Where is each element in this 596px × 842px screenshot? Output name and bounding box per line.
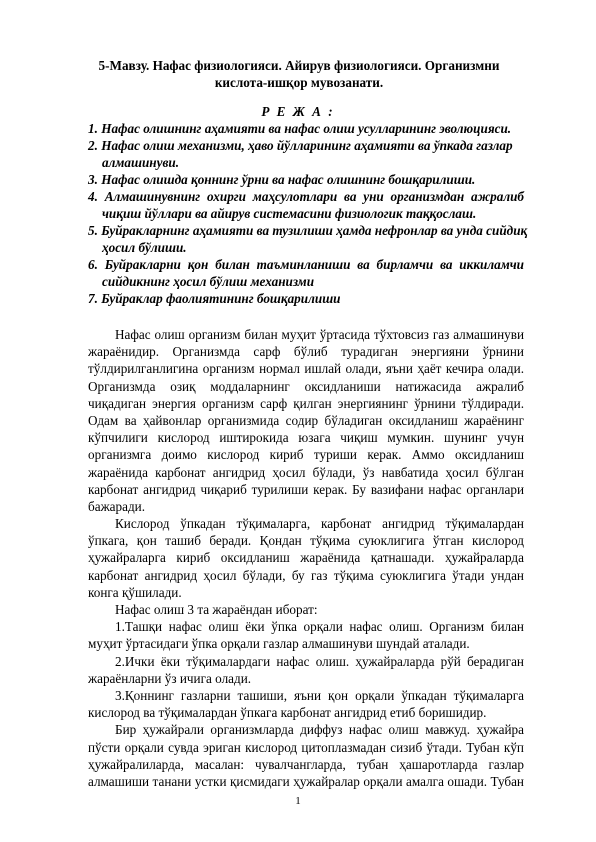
plan-item-line: 4. Алмашинувнинг охирги маҳсулотлари ва уни организмдан ажралиб <box>88 189 524 204</box>
paragraph-line: тўлдирилганлигина организм нормал ишлай олади, яъни ҳаёт кечира олади. <box>88 361 524 377</box>
paragraph-line: чиқадиган энергия организм сарф қилган энергиянинг ўрнини тўлдиради. <box>88 395 524 411</box>
plan-item <box>88 290 524 307</box>
plan-item-line: 7. Буйраклар фаолиятининг бошқарилиши <box>88 291 341 306</box>
plan-item <box>88 188 524 222</box>
paragraph-line: алмашиши танани устки қисмидаги ҳужайралар орқали амалга ошади. Тубан <box>88 773 524 789</box>
paragraph-line: жараёнларни ўз ичига олади. <box>88 670 252 686</box>
plan-item-line: чиқиш йўллари ва айирув системасини физиологик таққослаш. <box>102 206 477 221</box>
paragraph-line: кислород ва тўқималардан ўпкага карбонат ангидрид етиб боришидир. <box>88 705 487 721</box>
plan-item-line: 6. Буйракларни қон билан таъминланиши ва бирламчи ва иккиламчи <box>88 257 524 272</box>
paragraph-line: муҳит ўртасидаги ўпка орқали газлар алмашинуви шундай аталади. <box>88 636 470 652</box>
paragraph-line: бажаради. <box>88 498 146 514</box>
plan-heading: Р Е Ж А : <box>261 104 335 119</box>
title-line-1: 5-Мавзу. Нафас физиологияси. Айирув физиологияси. Организмни <box>98 58 500 73</box>
paragraph-line: организмга доимо кислород кириб туриши керак. Аммо оксидланиш <box>88 447 524 463</box>
page-title <box>84 57 514 91</box>
paragraph-line: кўпчилиги кислород иштирокида юзага чиқиш мумкин. шунинг учун <box>88 430 524 446</box>
paragraph-line: карбонат ангидрид ҳосил бўлади, бу газ тўқима суюклигига ўтади ундан <box>88 567 524 583</box>
plan-item-line: 3. Нафас олишда қоннинг ўрни ва нафас олишнинг бошқарилиши. <box>88 172 476 187</box>
paragraph-line: пўсти орқали сувда эриган кислород цитоплазмадан сизиб ўтади. Тубан кўп <box>88 739 524 755</box>
paragraph-line: жараёнидир. Организмда сарф бўлиб турадиган энергияни ўрнини <box>88 344 524 360</box>
plan-item-line: 5. Буйракларнинг аҳамияти ва тузилиши ҳамда нефронлар ва унда сийдиқ <box>88 223 528 238</box>
paragraph-line: Организмда озиқ моддаларнинг оксидланиши натижасида ажралиб <box>88 378 524 394</box>
paragraph-line: Кислород ўпкадан тўқималарга, карбонат ангидрид тўқималардан <box>115 516 524 532</box>
plan-item-line: 2. Нафас олиш механизми, ҳаво йўлларининг аҳамияти ва ўпкада газлар <box>88 138 513 153</box>
plan-item-line: сийдикнинг ҳосил бўлиш механизми <box>102 274 315 289</box>
plan-item <box>88 120 524 137</box>
plan-list <box>88 120 528 307</box>
paragraph-line: Бир ҳужайрали организмларда диффуз нафас олиш мавжуд. ҳужайра <box>115 722 524 738</box>
page-number: 1 <box>295 795 301 807</box>
paragraph-line: 3.Қоннинг газларни ташиши, яъни қон орқали ўпкадан тўқималарга <box>115 687 524 703</box>
paragraph-line: конга қўшилади. <box>88 584 182 600</box>
paragraph-line: Одам ва ҳайвонлар организмида содир бўладиган оксидланиш жараёнинг <box>88 412 524 428</box>
plan-item <box>88 137 524 171</box>
plan-item-line: ҳосил бўлиши. <box>102 240 187 255</box>
paragraph-line: карбонат ангидрид чиқариб турилиши керак. Бу вазифани нафас органлари <box>88 481 524 497</box>
plan-item <box>88 171 524 188</box>
plan-item-line: 1. Нафас олишнинг аҳамияти ва нафас олиш усулларининг эволюцияси. <box>88 121 512 136</box>
plan-item <box>88 222 528 256</box>
paragraph-line: Нафас олиш 3 та жараёндан иборат: <box>115 602 318 617</box>
title-line-2: кислота-ишқор мувозанати. <box>214 75 384 90</box>
paragraph-line: 2.Ички ёки тўқималардаги нафас олиш. ҳужайраларда рўй берадиган <box>115 653 524 669</box>
body-text <box>88 326 524 790</box>
paragraph-line: 1.Ташқи нафас олиш ёки ўпка орқали нафас олиш. Организм билан <box>115 619 524 635</box>
paragraph-line: жараёнида карбонат ангидрид ҳосил бўлади, ўз навбатида ҳосил бўлган <box>88 464 524 480</box>
paragraph-line: ҳужайралиларда, масалан: чувалчангларда, тубан ҳашаротларда газлар <box>88 756 524 772</box>
paragraph-line: ҳужайраларга кириб оксидланиш жараёнида қатнашади. ҳужайраларда <box>88 550 524 566</box>
paragraph-line: Нафас олиш организм билан муҳит ўртасида тўхтовсиз газ алмашинуви <box>115 327 524 342</box>
paragraph-line: ўпкага, қон ташиб беради. Қондан тўқима суюклигига ўтган кислород <box>88 533 524 549</box>
plan-item <box>88 256 524 290</box>
plan-item-line: алмашинуви. <box>102 155 180 170</box>
